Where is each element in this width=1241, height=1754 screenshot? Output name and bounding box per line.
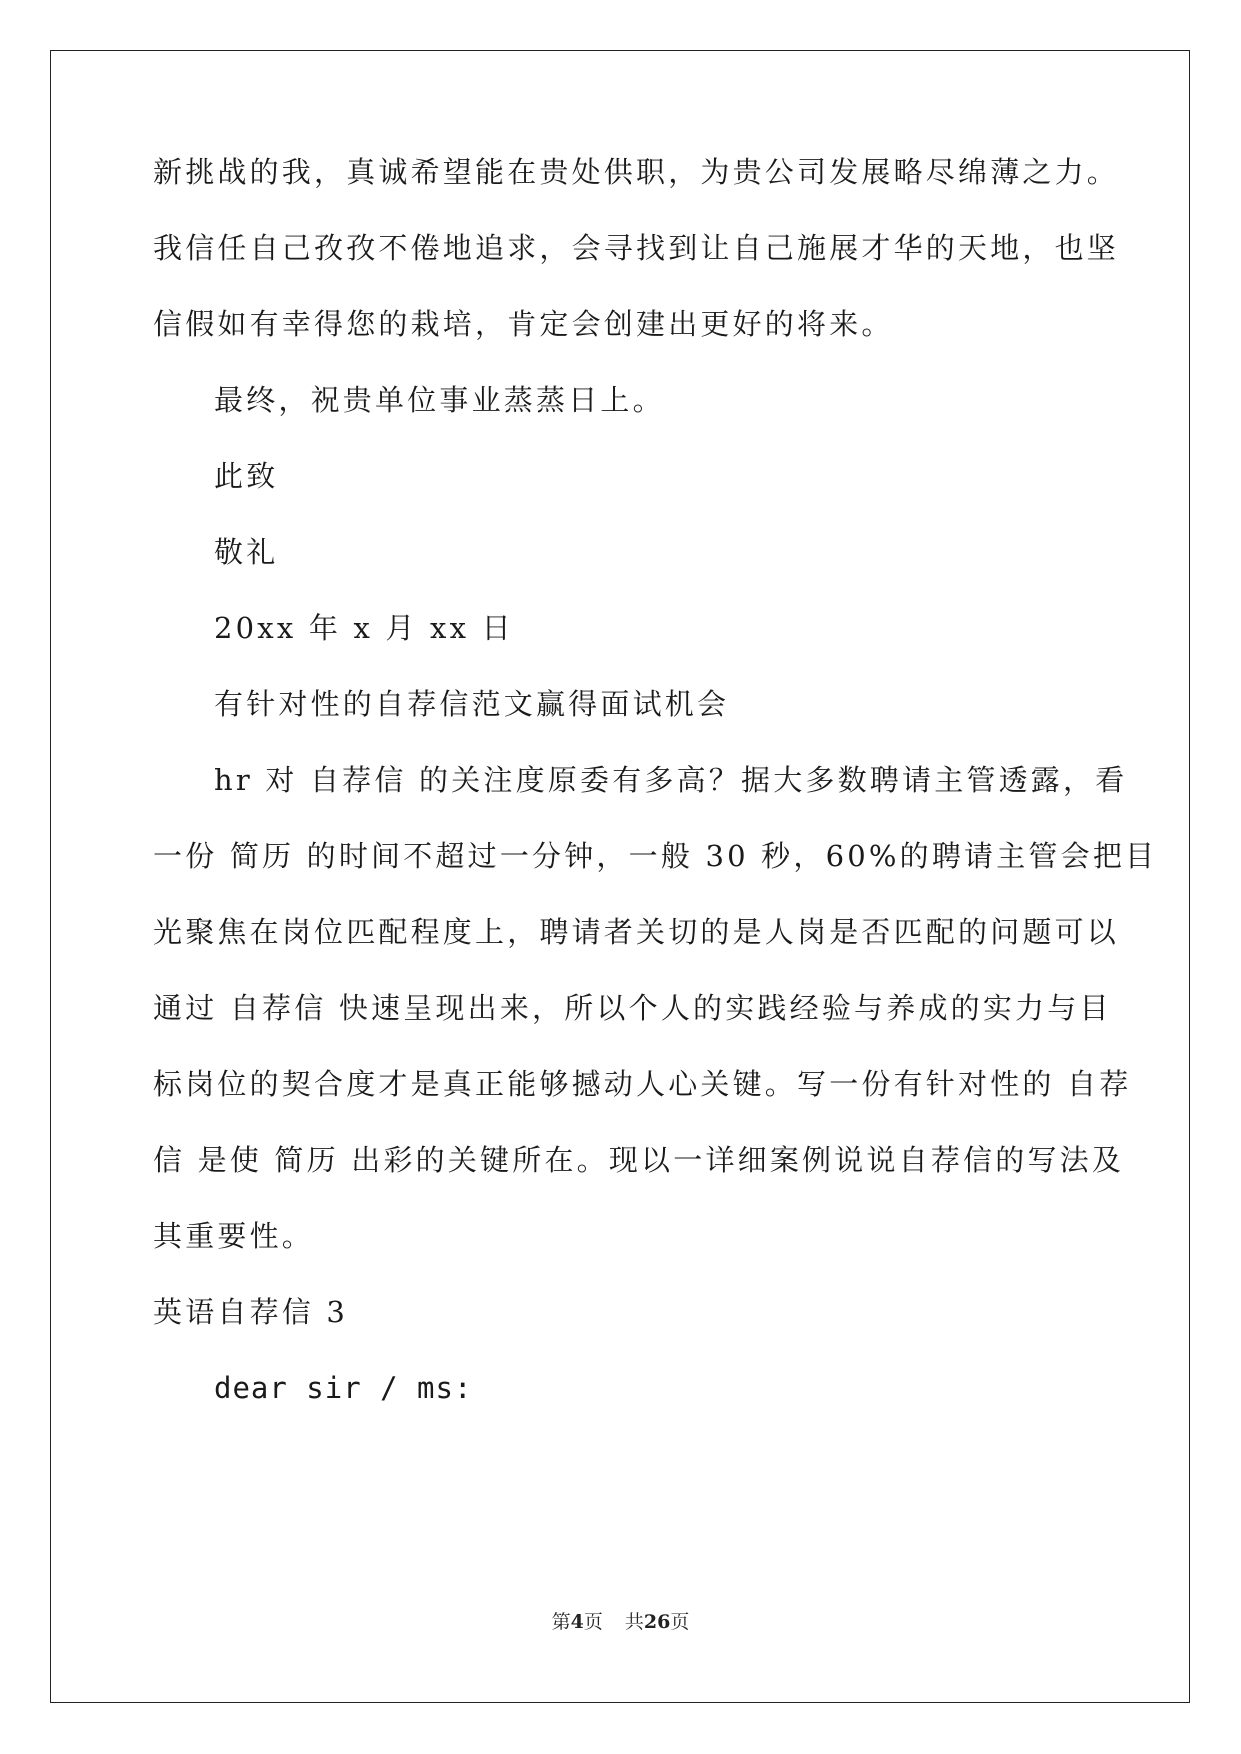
paragraph-line: 光聚焦在岗位匹配程度上，聘请者关切的是人岗是否匹配的问题可以 bbox=[153, 915, 1120, 949]
page-border bbox=[50, 50, 1190, 1703]
salutation-jingli: 敬礼 bbox=[214, 535, 279, 569]
paragraph-line: 信假如有幸得您的栽培，肯定会创建出更好的将来。 bbox=[153, 307, 894, 341]
page-prefix: 第 bbox=[551, 1611, 571, 1633]
total-suffix: 页 bbox=[670, 1611, 690, 1633]
paragraph-line: 标岗位的契合度才是真正能够撼动人心关键。写一份有针对性的 自荐 bbox=[153, 1067, 1132, 1101]
paragraph-line: 其重要性。 bbox=[153, 1219, 315, 1253]
closing-wish: 最终，祝贵单位事业蒸蒸日上。 bbox=[214, 383, 665, 417]
letter-date: 20xx 年 x 月 xx 日 bbox=[214, 611, 514, 645]
paragraph-line: 一份 简历 的时间不超过一分钟，一般 30 秒，60%的聘请主管会把目 bbox=[153, 839, 1158, 873]
english-greeting: dear sir / ms: bbox=[214, 1371, 473, 1405]
section-heading: 英语自荐信 3 bbox=[153, 1295, 349, 1329]
paragraph-line: 新挑战的我，真诚希望能在贵处供职，为贵公司发展略尽绵薄之力。 bbox=[153, 155, 1120, 189]
total-prefix: 共 bbox=[624, 1611, 644, 1633]
paragraph-line: hr 对 自荐信 的关注度原委有多高？据大多数聘请主管透露，看 bbox=[214, 763, 1128, 797]
total-pages-number: 26 bbox=[643, 1611, 671, 1633]
page-footer bbox=[0, 1607, 1241, 1634]
salutation-cizhi: 此致 bbox=[214, 459, 279, 493]
paragraph-line: 信 是使 简历 出彩的关键所在。现以一详细案例说说自荐信的写法及 bbox=[153, 1143, 1125, 1177]
page-suffix: 页 bbox=[583, 1611, 603, 1633]
current-page-number: 4 bbox=[570, 1611, 584, 1633]
paragraph-line: 通过 自荐信 快速呈现出来，所以个人的实践经验与养成的实力与目 bbox=[153, 991, 1112, 1025]
article-subtitle: 有针对性的自荐信范文赢得面试机会 bbox=[214, 687, 730, 721]
paragraph-line: 我信任自己孜孜不倦地追求，会寻找到让自己施展才华的天地，也坚 bbox=[153, 231, 1120, 265]
